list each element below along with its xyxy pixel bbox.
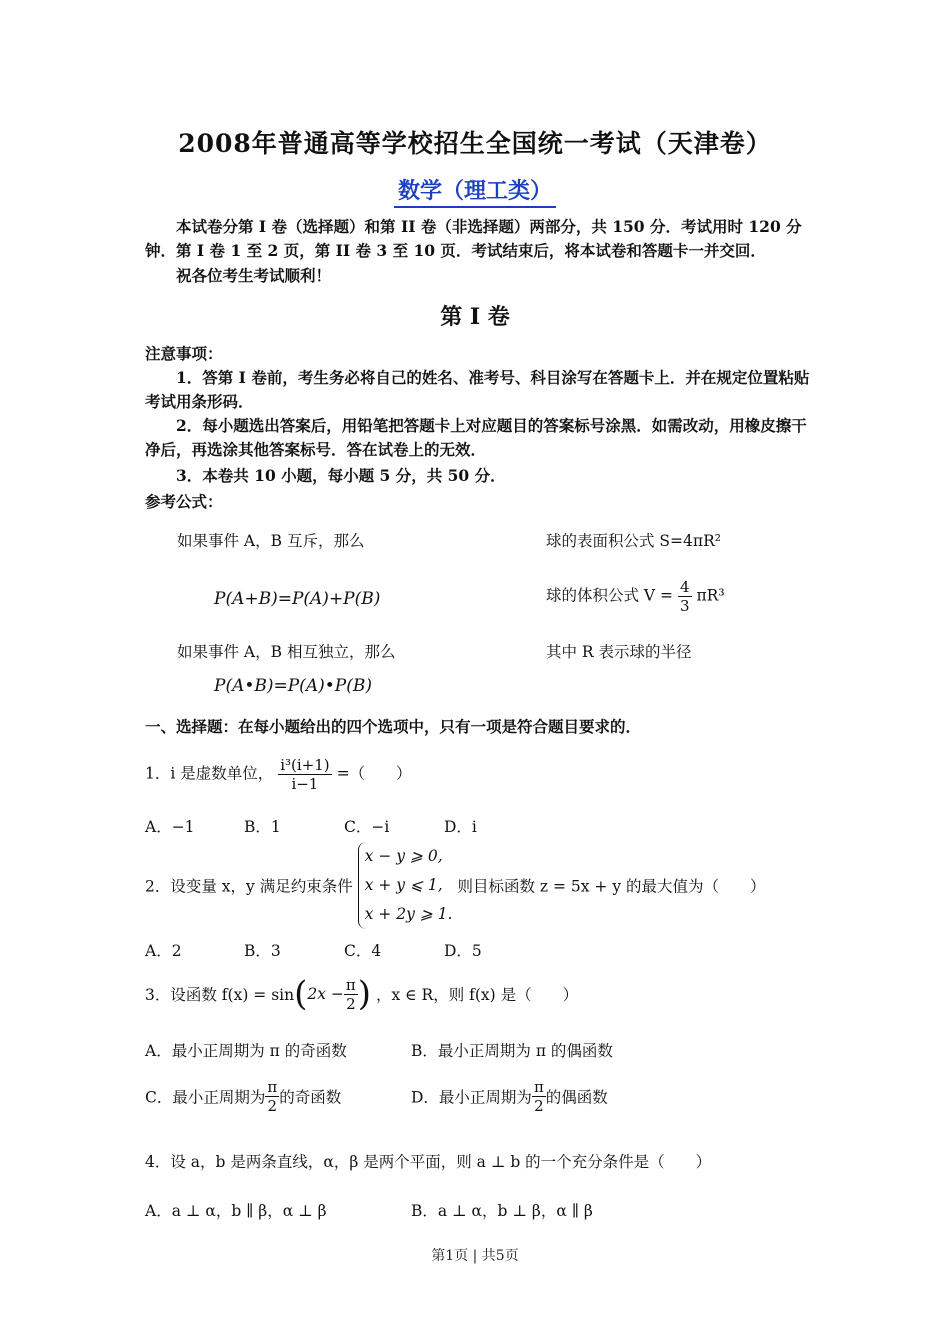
q3-fraction: [344, 976, 358, 1013]
right-paren: ): [357, 974, 372, 1014]
question-4: 4．设 a，b 是两条直线，α，β 是两个平面，则 a ⊥ b 的一个充分条件是（ ）: [145, 1153, 712, 1171]
radius-note: 其中 R 表示球的半径: [546, 643, 692, 661]
sphere-volume-formula: [546, 578, 725, 615]
q1-option-b: B．1: [244, 818, 281, 836]
q3-optC-post: 的奇函数: [279, 1088, 342, 1107]
q3-pi: π: [345, 975, 356, 994]
q3-option-a: A．最小正周期为 π 的奇函数: [145, 1042, 347, 1060]
q1-tail: =（ ）: [336, 764, 412, 783]
q1-fraction: [278, 756, 331, 793]
notes-heading: 注意事项：: [145, 344, 223, 363]
q3-optD-post: 的偶函数: [545, 1088, 608, 1107]
formula-exclusive-eq: P(A+B)=P(A)+P(B): [214, 589, 381, 609]
q3-optC-pi: π: [267, 1078, 278, 1096]
q3-two: 2: [346, 994, 356, 1013]
note-item: 3．本卷共 10 小题，每小题 5 分，共 50 分．: [176, 466, 506, 485]
section-title: 第 I 卷: [440, 304, 510, 330]
q2-option-c: C．4: [344, 942, 382, 960]
fraction: [678, 578, 692, 615]
formula-exclusive-text: 如果事件 A，B 互斥，那么: [177, 532, 365, 550]
q3-optC-two: 2: [267, 1097, 278, 1115]
question-3: [145, 974, 578, 1014]
q3-inner: 2x −: [307, 985, 344, 1003]
q1-denominator: i−1: [291, 775, 319, 793]
page-footer: 第1页 | 共5页: [431, 1248, 519, 1264]
note-item: 2．每小题选出答案后，用铅笔把答题卡上对应题目的答案标号涂黑．如需改动，用橡皮擦干净后，再选涂其他答案标号．答在试卷上的无效．: [145, 416, 807, 459]
q4-option-a: A．a ⊥ α，b ∥ β，α ⊥ β: [145, 1202, 327, 1220]
q2-tail: 则目标函数 z = 5x + y 的最大值为（ ）: [457, 877, 766, 896]
q2-option-b: B．3: [244, 942, 281, 960]
q2-stem: 2．设变量 x，y 满足约束条件: [145, 877, 353, 896]
q3-option-b: B．最小正周期为 π 的偶函数: [411, 1042, 613, 1060]
q4-option-b: B．a ⊥ α，b ⊥ β，α ∥ β: [411, 1202, 593, 1220]
q3-stem: 3．设函数 f(x) = sin: [145, 986, 295, 1004]
q1-option-d: D．i: [444, 818, 477, 836]
part1-heading: 一、选择题：在每小题给出的四个选项中，只有一项是符合题目要求的．: [145, 717, 642, 736]
note-item: 1．答第 I 卷前，考生务必将自己的姓名、准考号、科目涂写在答题卡上．并在规定位置粘贴考试用条形码．: [145, 368, 810, 411]
q2-option-d: D．5: [444, 942, 482, 960]
formula-independent-text: 如果事件 A，B 相互独立，那么: [177, 643, 396, 661]
q3-optC-fraction: [265, 1078, 279, 1115]
subject-subtitle-link[interactable]: 数学（理工类）: [394, 178, 556, 208]
page-title: 2008年普通高等学校招生全国统一考试（天津卷）: [178, 129, 772, 158]
subject-subtitle[interactable]: [0, 174, 950, 205]
q3-optC-pre: C．最小正周期为: [145, 1088, 266, 1107]
left-paren: (: [294, 974, 308, 1014]
q3-option-c: [145, 1078, 341, 1115]
sphere-volume-tail: πR³: [696, 586, 725, 605]
formula-independent-eq: P(A•B)=P(A)•P(B): [214, 676, 372, 696]
sphere-volume-label: 球的体积公式 V =: [546, 586, 674, 605]
intro-paragraph: 本试卷分第 I 卷（选择题）和第 II 卷（非选择题）两部分，共 150 分．考试用时 120 分钟．第 I 卷 1 至 2 页，第 II 卷 3 至 10 页．考试结束后，将本试卷和答题卡一并交回．: [145, 217, 802, 260]
q1-option-c: C．−i: [344, 818, 390, 836]
q3-option-d: [411, 1078, 608, 1115]
q2-option-a: A．2: [145, 942, 182, 960]
fraction-denominator: 3: [679, 597, 690, 615]
q2-constraint: x + y ⩽ 1,: [364, 876, 443, 894]
q1-option-a: A．−1: [145, 818, 195, 836]
q2-constraint: x − y ⩾ 0,: [364, 847, 443, 865]
question-2: [145, 842, 766, 929]
q1-stem: 1．i 是虚数单位，: [145, 764, 274, 783]
q3-optD-two: 2: [534, 1097, 544, 1115]
q3-optD-pi: π: [533, 1078, 544, 1096]
fraction-numerator: 4: [679, 578, 690, 596]
question-1: [145, 756, 412, 793]
q2-constraint: x + 2y ⩾ 1.: [364, 905, 453, 923]
intro-wish: 祝各位考生考试顺利！: [176, 266, 332, 285]
q3-tail: ，x ∈ R，则 f(x) 是（ ）: [375, 986, 579, 1004]
q3-optD-fraction: [532, 1078, 546, 1115]
formula-heading: 参考公式：: [145, 492, 223, 511]
sphere-area-formula: 球的表面积公式 S=4πR²: [546, 532, 721, 550]
q3-optD-pre: D．最小正周期为: [411, 1088, 532, 1107]
q2-constraint-system: [358, 842, 453, 929]
q1-numerator: i³(i+1): [280, 756, 330, 774]
